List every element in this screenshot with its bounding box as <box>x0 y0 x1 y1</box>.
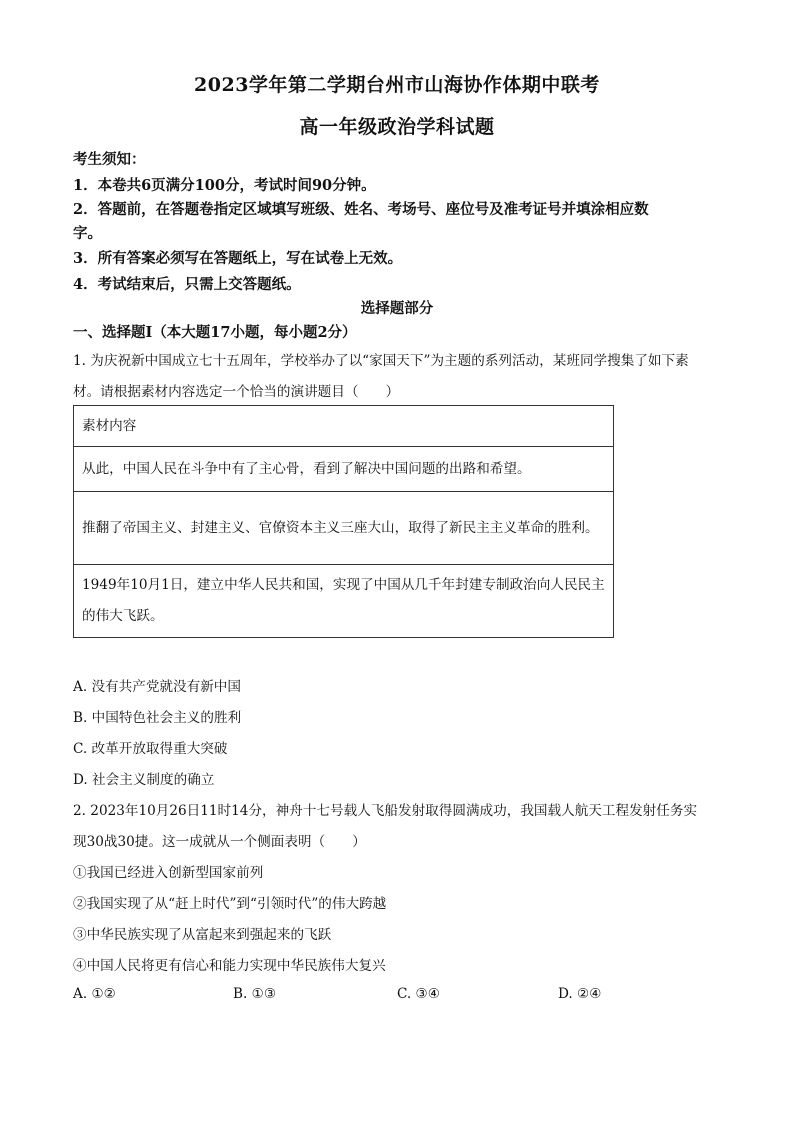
section-title: 选择题部分 <box>360 300 434 317</box>
exam-title: 2023学年第二学期台州市山海协作体期中联考 <box>194 74 600 96</box>
notice-item-continuation: 字。 <box>73 225 102 242</box>
q2-statement-3: ③中华民族实现了从富起来到强起来的飞跃 <box>73 927 332 943</box>
notice-item: 4．考试结束后，只需上交答题纸。 <box>73 276 301 293</box>
notice-item: 1．本卷共6页满分100分，考试时间90分钟。 <box>73 177 376 194</box>
question-2-stem-continuation: 现30战30捷。这一成就从一个侧面表明（ ） <box>73 834 366 850</box>
q2-choice-c: C. ③④ <box>397 986 440 1002</box>
material-table-cell: 1949年10月1日，建立中华人民共和国，实现了中国从几千年封建专制政治向人民民主的伟大飞跃。 <box>74 565 614 638</box>
q1-option-a: A. 没有共产党就没有新中国 <box>73 679 241 695</box>
exam-subtitle: 高一年级政治学科试题 <box>299 116 495 138</box>
q2-statement-2: ②我国实现了从“赶上时代”到“引领时代”的伟大跨越 <box>73 896 387 912</box>
question-1-stem-continuation: 材。请根据素材内容选定一个恰当的演讲题目（ ） <box>73 384 400 400</box>
q2-choice-d: D. ②④ <box>558 986 602 1002</box>
notice-item: 3．所有答案必须写在答题纸上，写在试卷上无效。 <box>73 250 403 267</box>
material-table <box>73 405 614 638</box>
q2-choice-a: A. ①② <box>73 986 116 1002</box>
q1-option-c: C. 改革开放取得重大突破 <box>73 741 228 757</box>
q2-choice-b: B. ①③ <box>233 986 277 1002</box>
q1-option-d: D. 社会主义制度的确立 <box>73 772 215 788</box>
question-2-stem: 2. 2023年10月26日11时14分，神舟十七号载人飞船发射取得圆满成功，我国载人航天工程发射任务实 <box>73 803 698 819</box>
q2-statement-1: ①我国已经进入创新型国家前列 <box>73 865 264 881</box>
notice-item: 2．答题前，在答题卷指定区域填写班级、姓名、考场号、座位号及准考证号并填涂相应数 <box>73 201 649 218</box>
question-1-stem: 1. 为庆祝新中国成立七十五周年，学校举办了以“家国天下”为主题的系列活动，某班同学搜集了如下素 <box>73 353 689 369</box>
material-table-cell: 推翻了帝国主义、封建主义、官僚资本主义三座大山，取得了新民主主义革命的胜利。 <box>74 492 614 565</box>
part-title: 一、选择题Ⅰ（本大题17小题，每小题2分） <box>73 324 357 341</box>
q2-statement-4: ④中国人民将更有信心和能力实现中华民族伟大复兴 <box>73 958 386 974</box>
notice-heading: 考生须知： <box>73 151 146 168</box>
material-table-header: 素材内容 <box>74 406 614 447</box>
q1-option-b: B. 中国特色社会主义的胜利 <box>73 710 242 726</box>
material-table-cell: 从此，中国人民在斗争中有了主心骨，看到了解决中国问题的出路和希望。 <box>74 447 614 492</box>
